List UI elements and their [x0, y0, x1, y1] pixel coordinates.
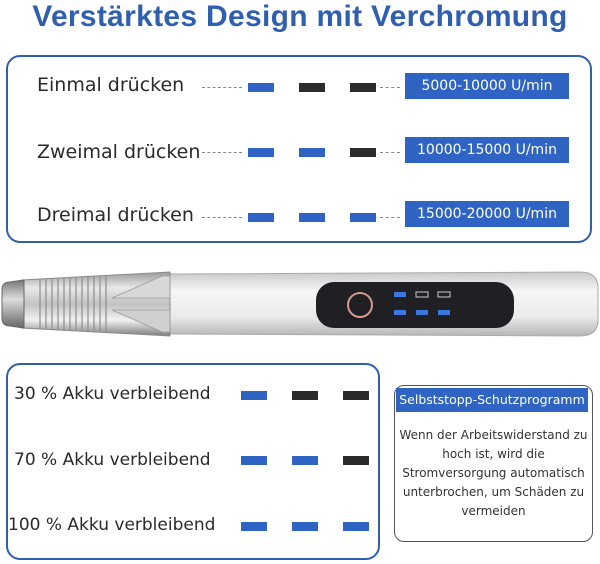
battery-label-70: 70 % Akku verbleibend [14, 450, 211, 470]
dash-line [380, 87, 400, 88]
battery-label-30: 30 % Akku verbleibend [14, 384, 211, 404]
rpm-badge: 15000-20000 U/min [405, 201, 569, 227]
dash-line [380, 152, 400, 153]
indicator-light-3 [350, 148, 376, 157]
mode-label: Dreimal drücken [37, 204, 194, 226]
battery-indicator-2 [292, 391, 318, 400]
battery-indicator-3 [343, 391, 369, 400]
indicator-light-2 [299, 83, 325, 92]
speed-mode-row-1 [0, 73, 600, 97]
rpm-badge: 5000-10000 U/min [405, 73, 569, 99]
indicator-light-1 [248, 148, 274, 157]
rpm-badge: 10000-15000 U/min [405, 137, 569, 163]
rotary-tool-illustration [0, 268, 600, 340]
battery-indicator-1 [241, 391, 267, 400]
battery-indicator-3 [343, 456, 369, 465]
dash-line [380, 217, 400, 218]
indicator-light-1 [248, 213, 274, 222]
battery-indicator-1 [241, 522, 267, 531]
page-title: Verstärktes Design mit Verchromung [32, 0, 568, 33]
mode-label: Zweimal drücken [37, 141, 201, 163]
speed-mode-row-2 [0, 138, 600, 162]
indicator-light-1 [248, 83, 274, 92]
protection-description: Wenn der Arbeitswiderstand zu hoch ist, wird die Stromversorgung automatisch unterbrochen, um Schäden zu vermeiden [399, 428, 588, 518]
protection-title: Selbststopp-Schutzprogramm [396, 388, 588, 412]
dash-line [202, 152, 242, 153]
battery-indicator-3 [343, 522, 369, 531]
dash-line [202, 217, 242, 218]
indicator-light-3 [350, 83, 376, 92]
battery-indicator-1 [241, 456, 267, 465]
speed-mode-row-3 [0, 203, 600, 227]
battery-indicator-2 [292, 522, 318, 531]
mode-label: Einmal drücken [37, 74, 185, 96]
dash-line [202, 87, 242, 88]
indicator-light-2 [299, 213, 325, 222]
indicator-light-3 [350, 213, 376, 222]
indicator-light-2 [299, 148, 325, 157]
battery-indicator-2 [292, 456, 318, 465]
battery-label-100: 100 % Akku verbleibend [8, 515, 216, 535]
